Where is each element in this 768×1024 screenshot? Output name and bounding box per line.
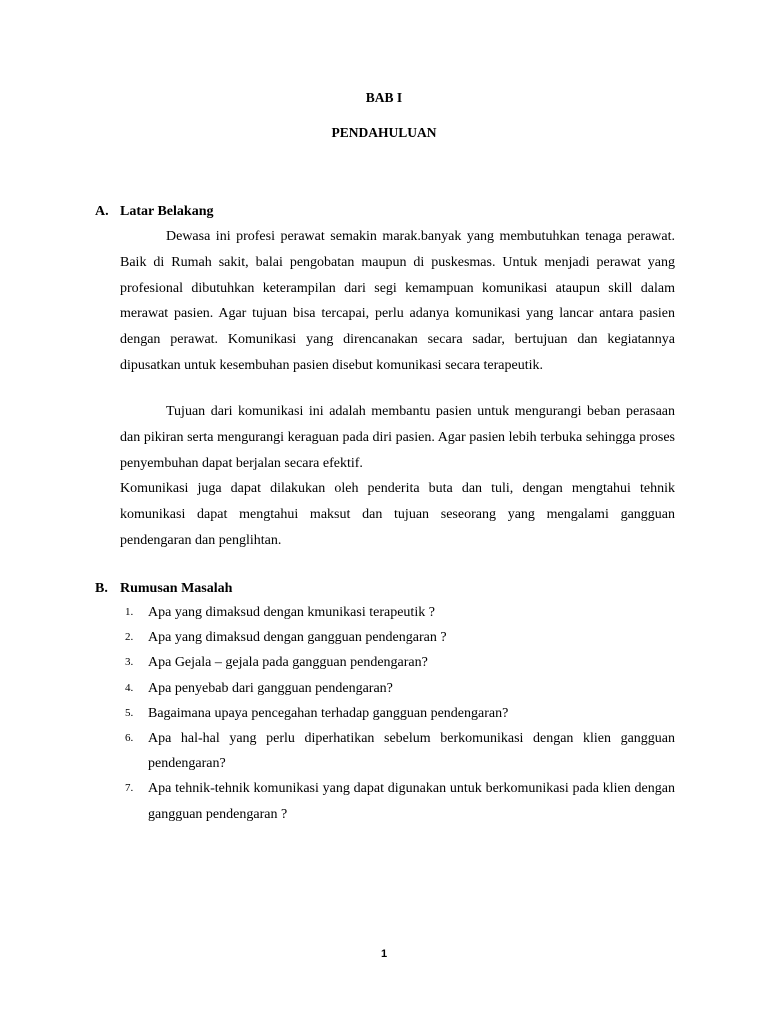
- section-a-heading: [95, 204, 213, 220]
- page-number: 1: [380, 948, 388, 960]
- section-b-title: Rumusan Masalah: [120, 581, 233, 596]
- list-text: Apa tehnik-tehnik komunikasi yang dapat digunakan untuk berkomunikasi pada klien dengan gangguan pendengaran ?: [148, 781, 675, 822]
- list-item: [120, 701, 675, 726]
- list-number: 1.: [125, 606, 134, 618]
- list-item: [120, 726, 675, 776]
- list-text: Apa Gejala – gejala pada gangguan pendengaran?: [148, 655, 428, 671]
- list-number: 3.: [125, 656, 134, 669]
- list-text: Apa penyebab dari gangguan pendengaran?: [148, 680, 393, 696]
- list-text: Apa yang dimaksud dengan kmunikasi terapeutik ?: [148, 605, 435, 620]
- background-paragraph-1: Dewasa ini profesi perawat semakin marak.banyak yang membutuhkan tenaga perawat. Baik di Rumah sakit, balai pengobatan maupun di puskesmas. Untuk menjadi perawat yang profesional dibutuhkan keterampilan dari segi kemampuan komunikasi ataupun skill dalam merawat pasien. Agar tujuan bisa tercapai, perlu adanya komunikasi yang lancar antara pasien dengan perawat. Komunikasi yang direncanakan secara sadar, bertujuan dan kegiatannya dipusatkan untuk kesembuhan pasien disebut komunikasi secara terapeutik.: [120, 229, 675, 373]
- list-number: 7.: [125, 782, 134, 795]
- list-number: 4.: [125, 681, 134, 694]
- list-number: 2.: [125, 631, 134, 644]
- list-item: [120, 600, 675, 625]
- list-text: Apa yang dimaksud dengan gangguan pendengaran ?: [148, 630, 447, 646]
- list-item: [120, 650, 675, 675]
- section-a-title: Latar Belakang: [120, 204, 214, 219]
- problem-list: [120, 600, 675, 827]
- list-item: [120, 776, 675, 826]
- chapter-title: PENDAHULUAN: [331, 125, 437, 140]
- list-text: Apa hal-hal yang perlu diperhatikan sebelum berkomunikasi dengan klien gangguan pendengaran?: [148, 731, 675, 772]
- section-b-heading: [95, 581, 232, 597]
- background-paragraph-3: Komunikasi juga dapat dilakukan oleh penderita buta dan tuli, dengan mengtahui tehnik komunikasi dapat mengtahui maksut dan tujuan seseorang yang mengalami gangguan pendengaran dan penglihtan.: [120, 481, 675, 548]
- list-number: 6.: [125, 732, 134, 745]
- list-number: 5.: [125, 706, 134, 719]
- list-text: Bagaimana upaya pencegahan terhadap gangguan pendengaran?: [148, 705, 509, 721]
- section-b-letter: B.: [95, 581, 108, 596]
- chapter-label: BAB I: [365, 90, 403, 105]
- list-item: [120, 676, 675, 701]
- section-a-letter: A.: [95, 204, 109, 219]
- list-item: [120, 625, 675, 650]
- background-paragraph-2: Tujuan dari komunikasi ini adalah membantu pasien untuk mengurangi beban perasaan dan pikiran serta mengurangi keraguan pada diri pasien. Agar pasien lebih terbuka sehingga proses penyembuhan dapat berjalan secara efektif.: [120, 404, 675, 471]
